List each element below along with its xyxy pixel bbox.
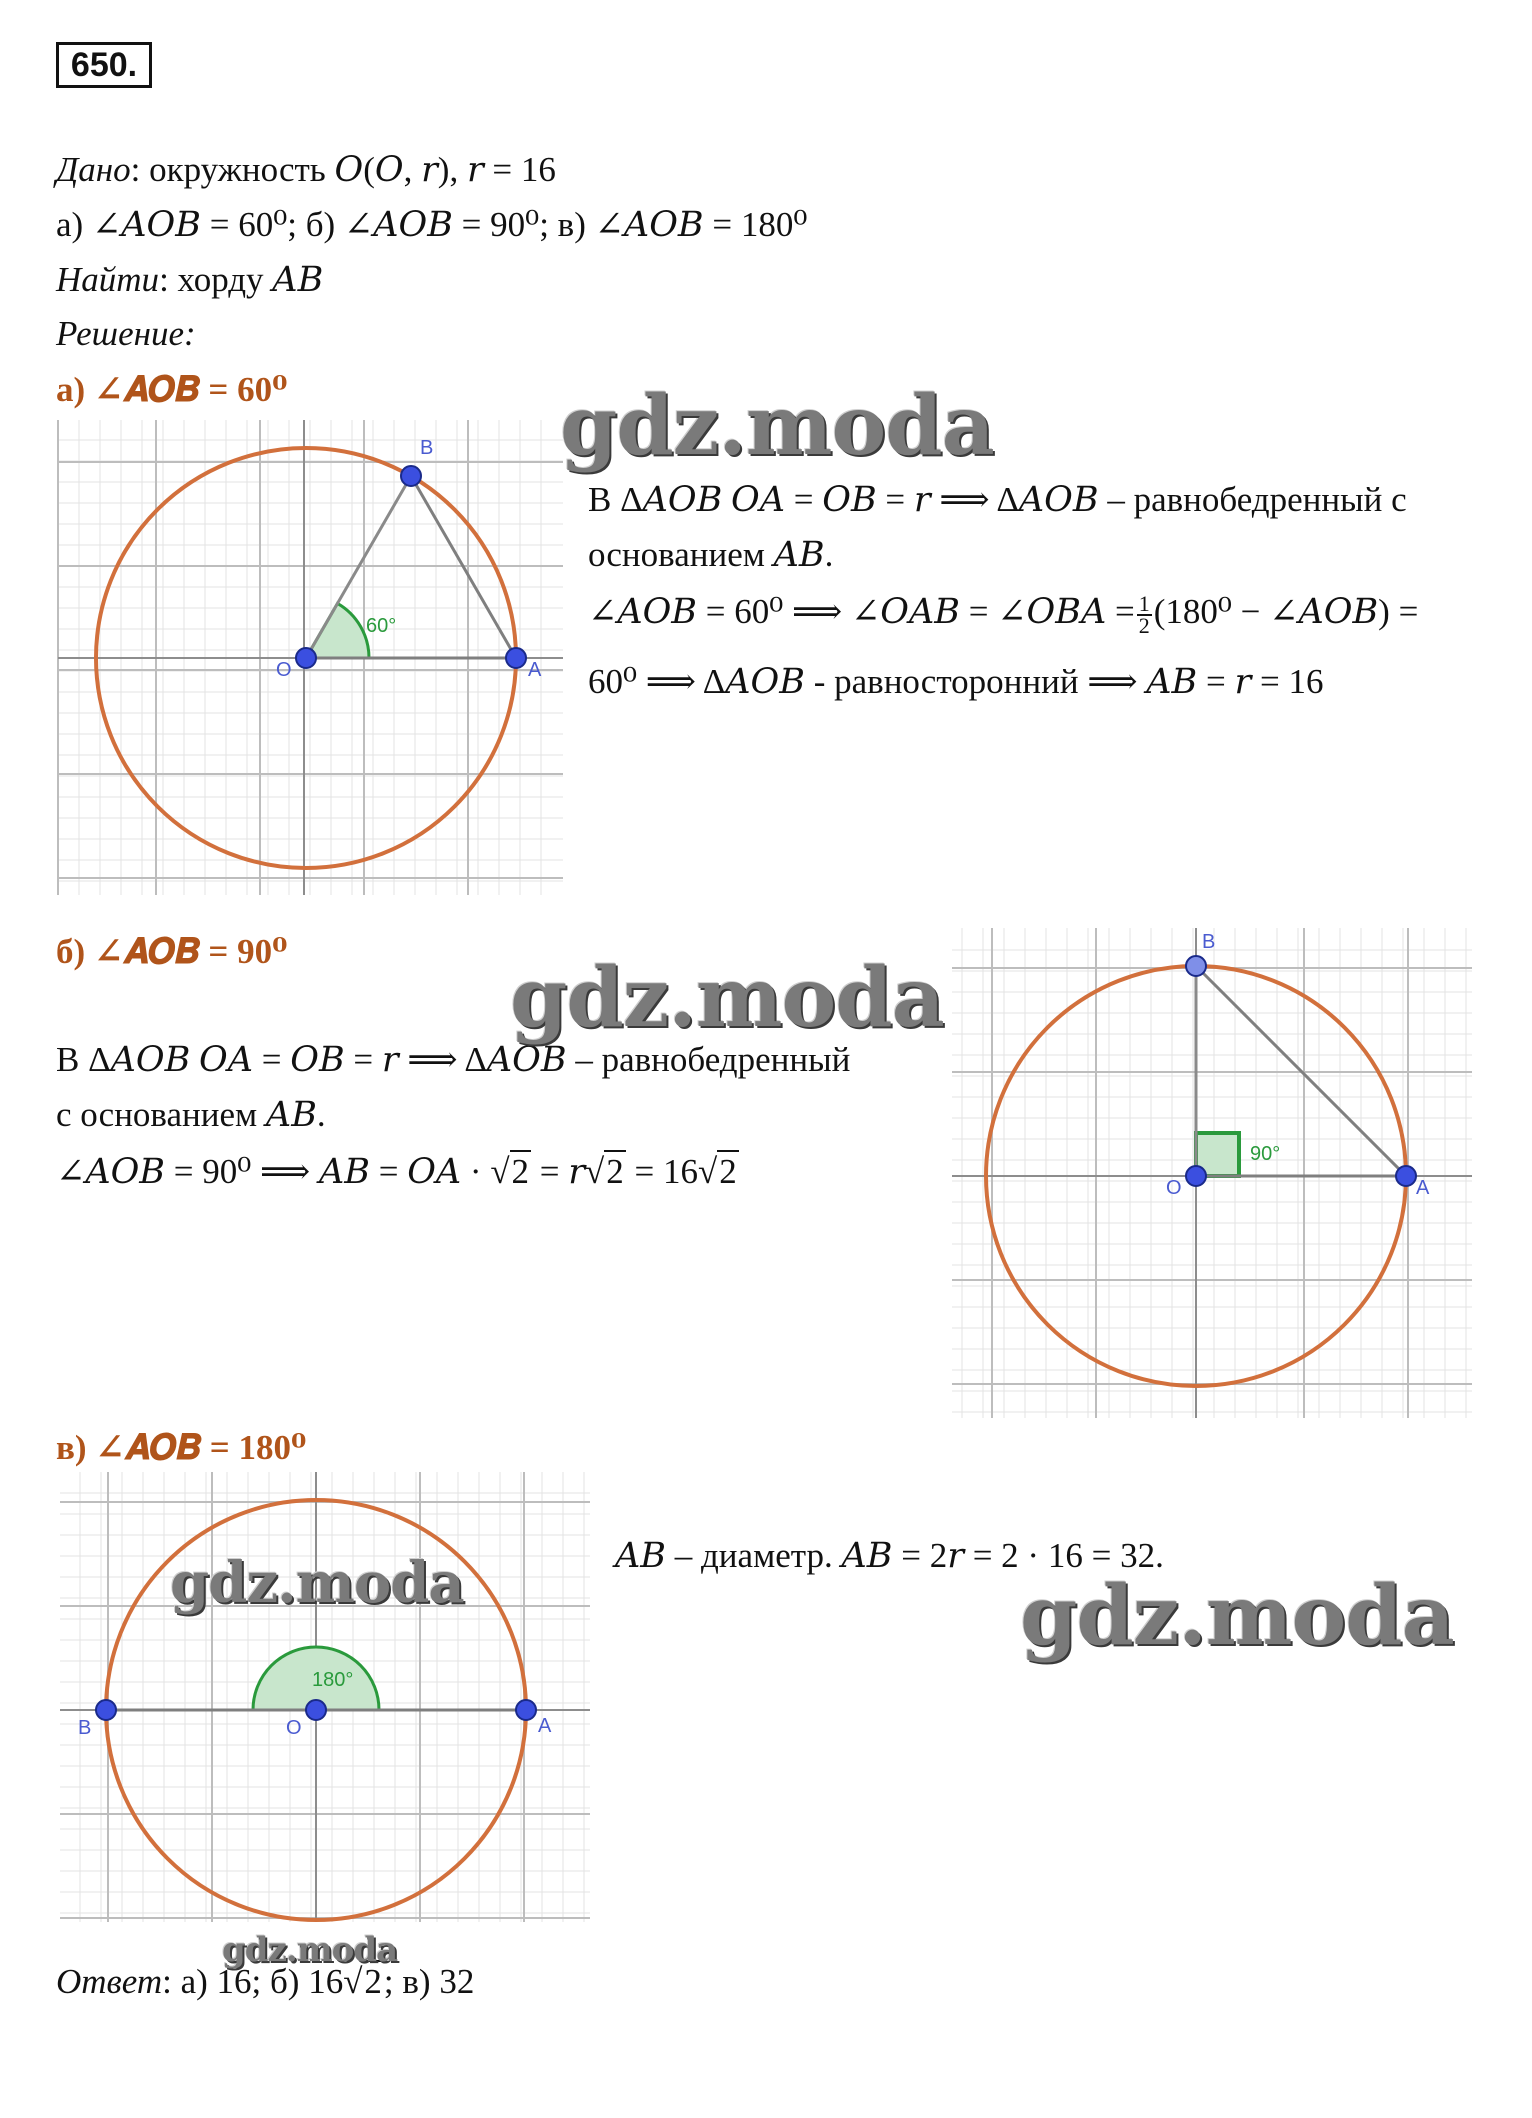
- point-b-b: [1186, 956, 1206, 976]
- given-text: : окружность 𝑂(𝑂, 𝑟), 𝑟 = 16: [130, 150, 556, 189]
- part-b-line3-pre: ∠𝐴𝑂𝐵 = 90⁰ ⟹ 𝐴𝐵 = 𝑂𝐴 ·: [56, 1152, 491, 1191]
- part-b-line2: с основанием 𝐴𝐵.: [56, 1095, 326, 1134]
- watermark: gdz.moda: [560, 378, 994, 474]
- part-a-line1: В Δ𝐴𝑂𝐵 𝑂𝐴 = 𝑂𝐵 = 𝑟 ⟹ Δ𝐴𝑂𝐵 – равнобедренный с: [588, 480, 1407, 519]
- sqrt-a: 2: [511, 1152, 530, 1191]
- figure-c: [60, 1472, 590, 1922]
- point-o-c: [306, 1700, 326, 1720]
- label-a-a: A: [528, 659, 542, 681]
- point-a-c: [516, 1700, 536, 1720]
- point-b-c: [96, 1700, 116, 1720]
- part-b-heading: б) ∠𝑨𝑶𝑩 = 90⁰: [56, 932, 288, 971]
- part-c-line1: 𝐴𝐵 – диаметр. 𝐴𝐵 = 2𝑟 = 2 · 16 = 32.: [615, 1536, 1164, 1575]
- part-a-line3: [588, 592, 1418, 636]
- part-b-line1: В Δ𝐴𝑂𝐵 𝑂𝐴 = 𝑂𝐵 = 𝑟 ⟹ Δ𝐴𝑂𝐵 – равнобедренный: [56, 1040, 851, 1079]
- label-o-c: O: [286, 1717, 302, 1739]
- watermark: gdz.moda: [170, 1550, 464, 1616]
- fraction-half: [1137, 590, 1152, 638]
- angle-label-c: 180°: [312, 1669, 354, 1691]
- fraction-den: 2: [1138, 612, 1150, 638]
- label-a-b: A: [1416, 1177, 1430, 1199]
- point-b-a: [401, 466, 421, 486]
- sqrt-b: 2: [606, 1152, 624, 1191]
- label-b-b: B: [1202, 931, 1216, 953]
- point-o-b: [1186, 1166, 1206, 1186]
- watermark: gdz.moda: [510, 950, 944, 1046]
- part-a-line3-post: (180⁰ − ∠𝐴𝑂𝐵) =: [1153, 592, 1419, 631]
- point-a-b: [1396, 1166, 1416, 1186]
- given-label: Дано: [56, 150, 131, 189]
- angle-label-b: 90°: [1250, 1143, 1281, 1165]
- answer-label: Ответ: [56, 1962, 163, 2001]
- angle-arc-a: [306, 603, 369, 658]
- label-a-c: A: [538, 1715, 552, 1737]
- part-b-line3-mid1: = 𝑟: [531, 1152, 586, 1191]
- find-label: Найти: [56, 260, 160, 299]
- answer-text-pre: : а) 16; б) 16: [162, 1962, 344, 2001]
- answer-sqrt: 2: [364, 1962, 382, 2001]
- fraction-num: 1: [1138, 590, 1150, 616]
- solution-label: Решение:: [56, 314, 196, 353]
- label-b-c: B: [78, 1717, 92, 1739]
- part-a-line3-pre: ∠𝐴𝑂𝐵 = 60⁰ ⟹ ∠𝑂𝐴𝐵 = ∠𝑂𝐵𝐴 =: [588, 592, 1135, 631]
- watermark: gdz.moda: [222, 1930, 398, 1970]
- point-o-a: [296, 648, 316, 668]
- find-line: [56, 260, 323, 300]
- angle-label-a: 60°: [366, 615, 397, 637]
- figure-b: [952, 928, 1472, 1418]
- part-b-line3: ∠𝐴𝑂𝐵 = 90⁰ ⟹ 𝐴𝐵 = 𝑂𝐴 · √2 = 𝑟√2 = 16√2: [56, 1152, 737, 1191]
- find-text: : хорду 𝐴𝐵: [159, 260, 324, 299]
- part-b-line3-mid2: = 16: [625, 1152, 698, 1191]
- watermark: gdz.moda: [1020, 1568, 1454, 1664]
- answer-line: Ответ: а) 16; б) 16√2; в) 32: [56, 1962, 475, 2001]
- given-cases: а) ∠𝐴𝑂𝐵 = 60⁰; б) ∠𝐴𝑂𝐵 = 90⁰; в) ∠𝐴𝑂𝐵 = 180⁰: [56, 205, 808, 244]
- part-c-heading: в) ∠𝑨𝑶𝑩 = 180⁰: [56, 1428, 307, 1467]
- given-line: [56, 150, 556, 190]
- problem-number: 650.: [56, 42, 152, 88]
- point-a-a: [506, 648, 526, 668]
- label-o-a: O: [276, 659, 292, 681]
- part-a-heading: а) ∠𝑨𝑶𝑩 = 60⁰: [56, 370, 288, 409]
- label-o-b: O: [1166, 1177, 1182, 1199]
- solution-label-text: Решение: [56, 314, 185, 353]
- label-b-a: B: [420, 437, 434, 459]
- answer-text-post: ; в) 32: [383, 1962, 475, 2001]
- part-a-line2: основанием 𝐴𝐵.: [588, 535, 834, 574]
- figure-a: [58, 420, 563, 895]
- part-a-line4: 60⁰ ⟹ Δ𝐴𝑂𝐵 - равносторонний ⟹ 𝐴𝐵 = 𝑟 = 16: [588, 662, 1324, 701]
- sqrt-c: 2: [719, 1152, 737, 1191]
